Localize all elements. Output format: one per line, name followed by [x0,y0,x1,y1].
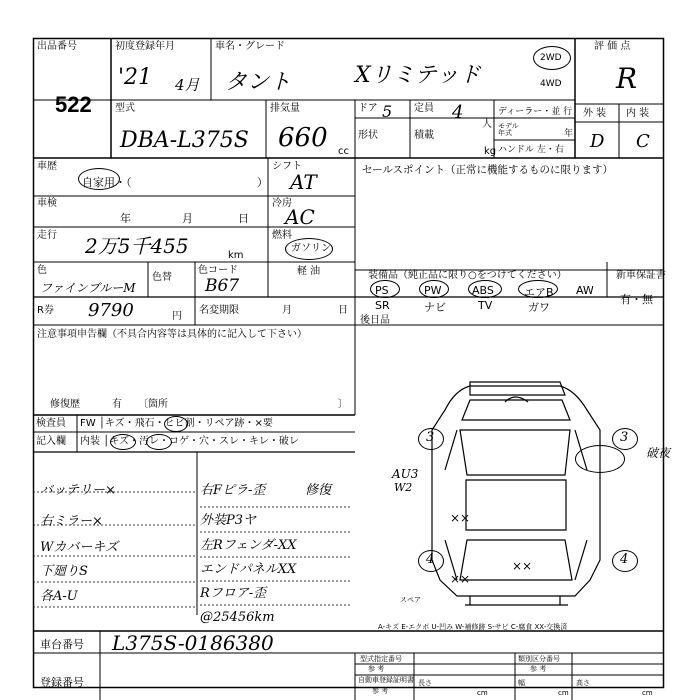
diagram-damage-circle [575,445,625,473]
color-change-label: 色替 [152,272,172,283]
diagram-num-rl: 4 [426,552,435,567]
lot-number: 522 [55,92,92,117]
class-no-ref: 参 考 [530,665,547,673]
equip-pw-circle [419,280,449,298]
diagram-note-tr: 破夜 [646,446,671,460]
shift-label: シフト [272,161,302,172]
reg-label: 初度登録年月 [115,41,175,52]
history-close: ） [257,176,268,189]
diagram-xx-3: ×× [450,572,471,586]
int-grade: C [636,131,650,152]
ac-value: AC [285,205,315,229]
fuel-light: 軽 油 [297,266,321,277]
remark-end-panel: エンドパネルXX [200,562,297,577]
load-label: 積載 [414,130,434,141]
diagram-num-fl: 3 [426,430,435,445]
ext-grade: D [590,131,605,152]
dealer-label: ディーラー・並 行 [498,107,573,117]
check-row1-items: FW │キズ・飛石・ヒビ割・リペア跡・×要 [80,418,273,429]
equip-tv: TV [478,299,493,312]
warranty-label: 新車保証書 [616,270,666,281]
modelyear-unit: 年 [564,129,574,139]
equip-label: 装備品（純正品に限り○をつけてください） [368,270,567,281]
remark-exterior: 外装P3ヤ [200,513,257,528]
chassis-label: 車台番号 [40,638,84,651]
repair-place: 〔箇所 [138,399,168,410]
reg-height-unit: cm [642,689,653,697]
lot-label: 出品番号 [37,41,77,52]
recycle-unit: 円 [172,311,182,322]
name-change-day: 日 [338,305,348,316]
repair-value: 有 [112,399,122,410]
history-value: 自家用・（ [82,176,132,189]
disp-label: 排気量 [270,103,300,114]
equip-abs-circle [468,280,502,298]
diagram-note-w: W2 [394,481,413,494]
remark-odometer: @25456km [200,610,275,625]
ext-label: 外 装 [583,108,607,119]
remark-floor: Rフロア-歪 [200,586,267,601]
type-cert-ref: 参 考 [368,665,385,673]
cap-value: 4 [452,102,464,123]
scratch-circle [110,434,136,450]
sales-label: セールスポイント（正常に機能するものに限ります） [362,164,614,176]
reg-length: 長さ [418,679,432,687]
diagram-num-fr: 3 [620,430,629,445]
check-row2-items: 内装 │キズ・汚レ・コゲ・穴・スレ・キレ・破レ [80,436,299,447]
equip-navi: ナビ [424,301,446,314]
diagram-note-au: AU3 [392,467,419,481]
equip-kawa: ガワ [528,301,550,314]
reg-cert-label: 自動車登録証明書 [358,676,414,684]
name-change-month: 月 [282,305,292,316]
repair-label: 修復歴 [50,399,80,410]
door-label: ドア [358,103,378,114]
check-row2-label: 記入欄 [36,436,66,447]
disp-value: 660 [278,123,328,153]
remark-au: 各A-U [40,589,78,604]
warranty-value: 有・無 [620,293,653,306]
name-label: 車名・グレード [215,41,285,52]
mileage-value: 2万5千455 [85,234,189,258]
handle-label: ハンドル 左・右 [498,145,564,155]
stain-circle [146,434,172,450]
check-row1-label: 検査員 [36,418,66,429]
history-label: 車歴 [37,161,57,172]
notes-label: 注意事項申告欄（不具合内容等は具体的に記入して下さい） [37,329,307,340]
drive-4wd: 4WD [540,79,562,89]
cap-label: 定員 [414,103,434,114]
class-no-label: 類別区分番号 [518,655,560,663]
eval-label: 評 価 点 [594,41,631,52]
diagram-legend: A-キズ E-エクボ U-凹み W-補修跡 S-サビ C-腐食 XX-交換済 [378,623,568,631]
mileage-label: 走行 [37,230,57,241]
diagram-num-rr: 4 [620,552,629,567]
reg-cert-ref: 参 考 [372,687,389,695]
drive-2wd: 2WD [540,53,562,63]
eval-score: R [616,62,638,95]
inspection-month: 月 [182,212,193,225]
stone-chip-circle [164,416,188,432]
reg-width: 幅 [518,679,525,687]
remark-under: 下廻りS [40,564,88,579]
equip-sr: SR [375,299,390,312]
modelyear-label: モデル 年式 [498,122,519,137]
ac-label: 冷房 [272,198,292,209]
repair-close: 〕 [338,399,348,410]
reg-height: 高さ [576,679,590,687]
model-value: DBA-L375S [120,128,249,153]
equip-ps-circle [370,280,400,298]
diagram-tire-label: スペア [400,596,421,604]
remark-battery: バッテリー× [40,483,116,498]
load-unit: kg [484,146,497,157]
mileage-unit: km [228,250,244,261]
model-label: 型式 [115,103,135,114]
shape-label: 形状 [358,130,378,141]
remark-left-fender: 左Rフェンダ-XX [200,538,297,553]
diagram-xx-2: ×× [512,559,533,573]
equip-airbag: エアB [524,286,554,299]
type-cert-label: 型式指定番号 [360,655,402,663]
reg-width-unit: cm [558,689,569,697]
chassis-value: L375S-0186380 [112,631,274,655]
cap-unit: 人 [482,119,492,130]
retrofit-label: 後日品 [360,315,390,326]
color-code-value: B67 [205,276,240,296]
registration-label: 登録番号 [40,676,84,689]
inspection-label: 車検 [37,198,57,209]
equip-abs: ABS [472,284,494,297]
remark-wcover: Wカバーキズ [40,540,119,555]
remark-mirror: 右ミラー× [40,514,103,529]
remark-right-pillar: 右Fピラ-歪 [200,483,266,498]
car-name: タント [225,70,292,95]
inspection-day: 日 [238,212,249,225]
fuel-gas: ガソリン [291,243,331,254]
reg-month: 4月 [175,76,200,94]
inspection-year: 年 [120,212,131,225]
reg-year: '21 [118,65,153,90]
equip-airbag-circle [518,280,558,298]
reg-length-unit: cm [477,689,488,697]
color-label: 色 [37,265,47,276]
repair-note: 修復 [305,483,332,498]
disp-unit: cc [338,146,349,157]
int-label: 内 装 [626,108,650,119]
grade: Xリミテッド [355,63,481,88]
color-code-label: 色コード [198,265,238,276]
equip-aw: AW [576,284,594,297]
recycle-label: R券 [37,305,54,316]
name-change-label: 名変期限 [199,305,239,316]
fuel-label: 燃料 [272,230,292,241]
diagram-xx-1: ×× [450,511,471,525]
recycle-value: 9790 [88,300,134,321]
shift-value: AT [290,170,317,194]
door-value: 5 [382,102,393,121]
equip-pw: PW [424,284,442,297]
equip-ps: PS [375,284,389,297]
color-value: ファインブルーM [40,281,136,295]
